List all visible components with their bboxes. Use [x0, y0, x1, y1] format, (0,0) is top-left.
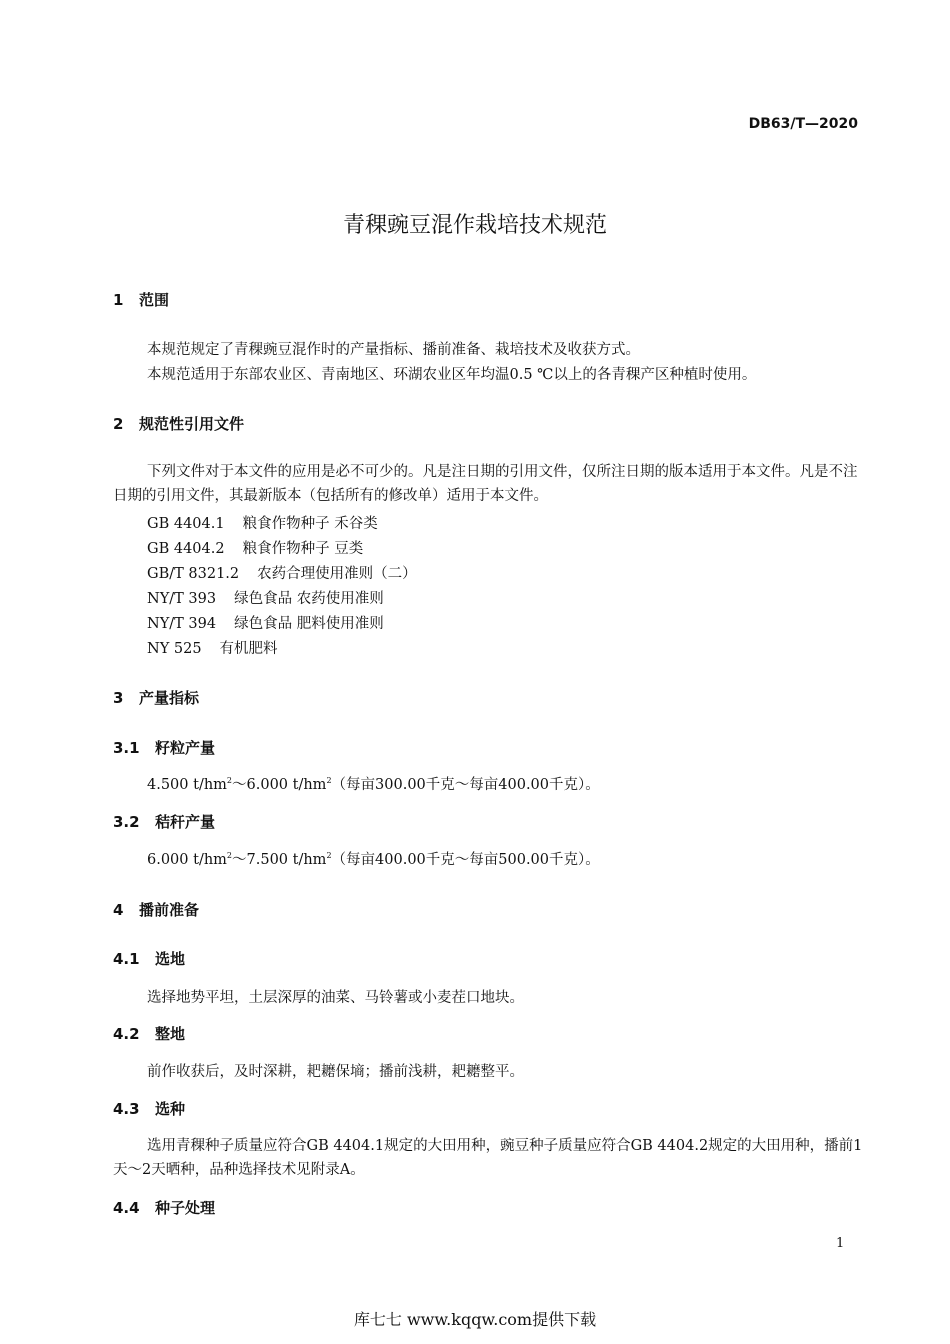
reference-title: 绿色食品 肥料使用准则 [234, 616, 384, 632]
reference-code: NY 525 [147, 641, 202, 657]
section-4-heading [113, 899, 199, 920]
subsection-title: 种子处理 [155, 1199, 216, 1217]
subsection-3-2-heading [113, 811, 215, 832]
site-selection-text: 选择地势平坦，土层深厚的油菜、马铃薯或小麦茬口地块。 [147, 990, 524, 1006]
reference-title: 粮食作物种子 豆类 [242, 541, 364, 557]
section-title: 范围 [139, 291, 170, 309]
subsection-3-1-heading [113, 737, 215, 758]
reference-code: GB 4404.1 [147, 516, 225, 532]
subsection-number: 3.1 [113, 739, 140, 757]
page-number: 1 [836, 1236, 845, 1251]
subsection-number: 4.2 [113, 1025, 140, 1043]
subsection-number: 4.4 [113, 1199, 140, 1217]
reference-item [147, 537, 363, 558]
subsection-number: 4.1 [113, 950, 140, 968]
reference-title: 绿色食品 农药使用准则 [234, 591, 384, 607]
section-title: 规范性引用文件 [139, 415, 245, 433]
section-1-paragraph-1: 本规范规定了青稞豌豆混作时的产量指标、播前准备、栽培技术及收获方式。 [147, 342, 640, 358]
reference-code: GB/T 8321.2 [147, 566, 240, 582]
reference-code: GB 4404.2 [147, 541, 225, 557]
section-1-heading [113, 289, 169, 310]
subsection-title: 籽粒产量 [155, 739, 216, 757]
subsection-number: 4.3 [113, 1100, 140, 1118]
subsection-title: 整地 [155, 1025, 186, 1043]
section-title: 产量指标 [139, 689, 200, 707]
subsection-4-2-heading [113, 1023, 185, 1044]
section-3-heading [113, 687, 199, 708]
reference-title: 农药合理使用准则（二） [257, 566, 417, 582]
reference-item [147, 587, 384, 608]
subsection-title: 选地 [155, 950, 186, 968]
download-footer: 库七七 www.kqqw.com提供下载 [353, 1310, 597, 1329]
document-title: 青稞豌豆混作栽培技术规范 [342, 213, 607, 238]
subsection-4-3-heading [113, 1098, 185, 1119]
grain-yield-text: 4.500 $t/hm^2\sim 6.000$ $t/hm^2$（每亩300.00千克～每亩400.00千克）。 [147, 776, 600, 793]
subsection-title: 选种 [155, 1100, 186, 1118]
subsection-4-4-heading [113, 1197, 215, 1218]
section-2-intro: 下列文件对于本文件的应用是必不可少的。凡是注日期的引用文件，仅所注日期的版本适用于本文件。凡是不注日期的引用文件，其最新版本（包括所有的修改单）适用于本文件。 [113, 464, 858, 504]
subsection-title: 秸秆产量 [155, 813, 216, 831]
subsection-number: 3.2 [113, 813, 140, 831]
section-number: 1 [113, 291, 124, 309]
reference-item [147, 562, 417, 583]
section-title: 播前准备 [139, 901, 200, 919]
section-2-heading [113, 413, 244, 434]
reference-item [147, 512, 378, 533]
land-preparation-text: 前作收获后，及时深耕，耙耱保墒；播前浅耕，耙耱整平。 [147, 1064, 524, 1080]
section-number: 2 [113, 415, 124, 433]
section-number: 3 [113, 689, 124, 707]
reference-code: NY/T 394 [147, 616, 217, 632]
reference-title: 有机肥料 [219, 641, 278, 657]
reference-code: NY/T 393 [147, 591, 217, 607]
reference-item [147, 612, 384, 633]
reference-item [147, 637, 278, 658]
seed-selection-text: 选用青稞种子质量应符合GB 4404.1规定的大田用种，豌豆种子质量应符合GB 4404.2规定的大田用种，播前1天～2天晒种，品种选择技术见附录A。 [113, 1138, 863, 1178]
subsection-4-1-heading [113, 948, 185, 969]
straw-yield-text: 6.000 $t/hm^2\sim 7.500$ $t/hm^2$（每亩400.00千克～每亩500.00千克）。 [147, 851, 600, 868]
document-code: DB63/T—2020 [748, 116, 858, 132]
reference-title: 粮食作物种子 禾谷类 [242, 516, 378, 532]
section-number: 4 [113, 901, 124, 919]
section-1-paragraph-2: 本规范适用于东部农业区、青南地区、环湖农业区年均温0.5 ℃以上的各青稞产区种植时使用。 [147, 367, 757, 383]
